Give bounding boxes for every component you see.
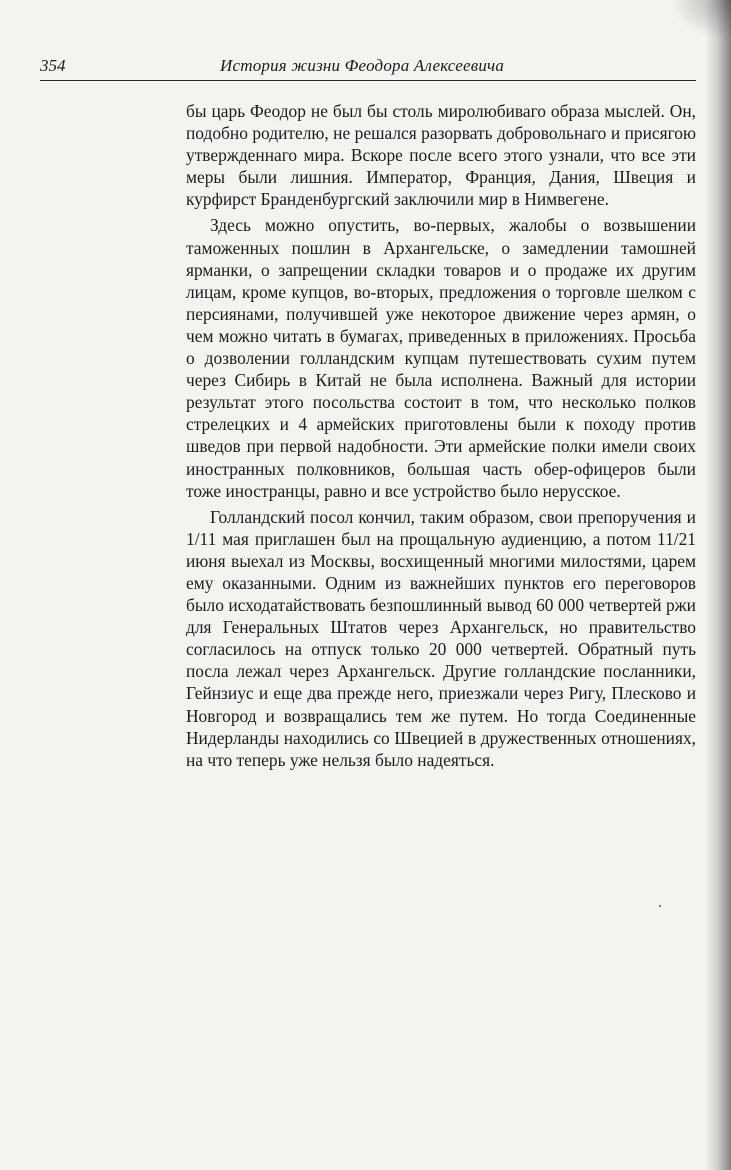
ink-speck [659, 905, 661, 907]
running-title: История жизни Феодора Алексеевича [220, 56, 505, 75]
page-number: 354 [40, 56, 66, 75]
paragraph-1: бы царь Феодор не был бы столь миролюбиваго образа мыслей. Он, подобно родителю, не решался разорвать добровольнаго и присягою утвержденнаго мира. Вскоре после всего этого узнали, что все эти меры были лишния. Император, Франция, Дания, Швеция и курфирст Бранденбургский заключили мир в Нимвегене. [186, 101, 696, 210]
corner-shadow [671, 0, 731, 40]
book-spine-shadow [705, 0, 731, 1170]
body-text [186, 100, 696, 771]
header-rule [40, 80, 696, 81]
paragraph-2: Здесь можно опустить, во-первых, жалобы о возвышении таможенных пошлин в Архангельске, о замедлении тамошней ярманки, о запрещении складки товаров и о продаже их другим лицам, кроме купцов, во-вторых, предложения о торговле шелком с персиянами, получившей уже некоторое движение через армян, о чем можно читать в бумагах, приведенных в приложениях. Просьба о дозволении голландским купцам путешествовать сухим путем через Сибирь в Китай не была исполнена. Важный для истории результат этого посольства состоит в том, что несколько полков стрелецких и 4 армейских приготовлены были к походу против шведов при первой надобности. Эти армейские полки имели своих иностранных полковников, большая часть обер-офицеров были тоже иностранцы, равно и все устройство было нерусское. [186, 215, 696, 501]
running-head [40, 56, 696, 80]
paragraph-3: Голландский посол кончил, таким образом, свои препоручения и 1/11 мая приглашен был на прощальную аудиенцию, а потом 11/21 июня выехал из Москвы, восхищенный многими милостями, царем ему оказанными. Одним из важнейших пунктов его переговоров было исходатайствовать безпошлинный вывод 60 000 четвертей ржи для Генеральных Штатов через Архангельск, но правительство согласилось на отпуск только 20 000 четвертей. Обратный путь посла лежал через Архангельск. Другие голландские посланники, Гейнзиус и еще два прежде него, приезжали через Ригу, Плесково и Новгород и возвращались тем же путем. Но тогда Соединенные Нидерланды находились со Швецией в дружественных отношениях, на что теперь уже нельзя было надеяться. [186, 506, 696, 770]
